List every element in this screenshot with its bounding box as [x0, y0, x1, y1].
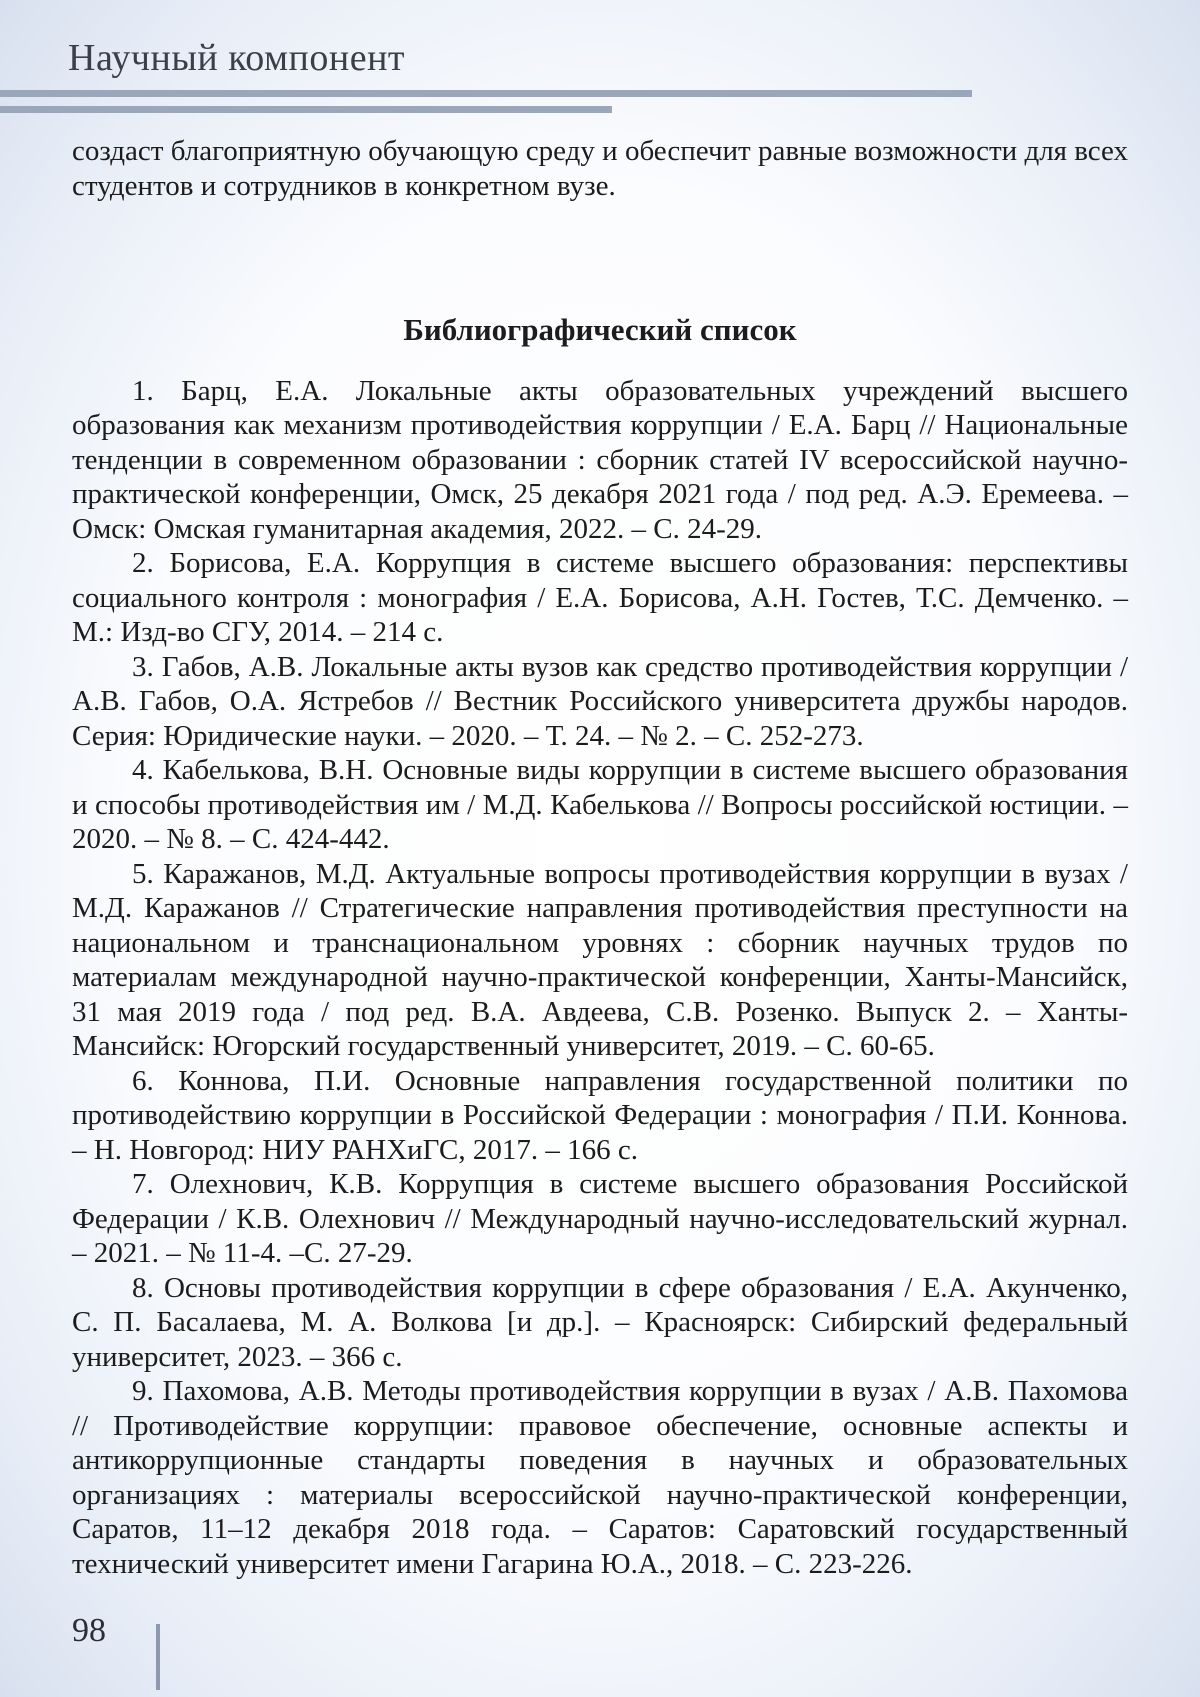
reference-text: Олехнович, К.В. Коррупция в системе высшего образования Российской Федерации / К.В. Олехнович // Международный научно-исследовательский журнал. – 2021. – № 11-4. –С. 27-29.	[72, 1168, 1129, 1269]
reference-list	[72, 374, 1128, 1582]
reference-item	[72, 546, 1128, 650]
reference-number: 6.	[132, 1064, 154, 1097]
reference-number: 3.	[132, 650, 154, 683]
reference-number: 4.	[132, 754, 154, 786]
reference-number: 9.	[132, 1375, 154, 1407]
reference-text: Барц, Е.А. Локальные акты образовательных учреждений высшего образования как механизм противодействия коррупции / Е.А. Барц // Национальные тенденции в современном образовании : сборник статей IV всероссийской научно-практической конференции, Омск, 25 декабря 2021 года / под ред. А.Э. Еремеева. – Омск: Омская гуманитарная академия, 2022. – С. 24-29.	[72, 374, 1128, 545]
reference-number: 1.	[132, 374, 154, 407]
bibliography-title: Библиографический список	[403, 312, 797, 347]
reference-number: 8.	[132, 1271, 154, 1304]
reference-text: Основы противодействия коррупции в сфере образования / Е.А. Акунченко, С. П. Басалаева, М. А. Волкова [и др.]. – Красноярск: Сибирский федеральный университет, 2023. – 366 с.	[72, 1271, 1128, 1373]
reference-number: 7.	[132, 1168, 154, 1200]
page-number: 98	[72, 1612, 106, 1649]
header-rule-long	[0, 90, 972, 97]
reference-text: Кабелькова, В.Н. Основные виды коррупции в системе высшего образования и способы противодействия им / М.Д. Кабелькова // Вопросы российской юстиции. – 2020. – № 8. – С. 424-442.	[72, 754, 1128, 855]
running-head: Научный компонент	[68, 37, 406, 79]
reference-text: Каражанов, М.Д. Актуальные вопросы противодействия коррупции в вузах / М.Д. Каражанов // Стратегические направления противодействия преступности на национальном и транснациональном уровнях : сборник научных трудов по материалам международной научно-практической конференции, Ханты-Мансийск, 31 мая 2019 года / под ред. В.А. Авдеева, С.В. Розенко. Выпуск 2. – Ханты-Мансийск: Югорский государственный университет, 2019. – С. 60-65.	[72, 857, 1128, 1062]
intro-paragraph: создаст благоприятную обучающую среду и обеспечит равные возможности для всех студентов и сотрудников в конкретном вузе.	[72, 135, 1128, 202]
reference-item	[72, 374, 1128, 547]
reference-item	[72, 857, 1128, 1064]
reference-number: 2.	[132, 547, 154, 579]
reference-item	[72, 753, 1128, 857]
page-content	[72, 134, 1128, 1581]
reference-text: Борисова, Е.А. Коррупция в системе высшего образования: перспективы социального контроля : монография / Е.А. Борисова, А.Н. Гостев, Т.С. Демченко. – М.: Изд-во СГУ, 2014. – 214 с.	[72, 547, 1128, 648]
reference-item	[72, 1167, 1128, 1271]
reference-text: Габов, А.В. Локальные акты вузов как средство противодействия коррупции / А.В. Габов, О.А. Ястребов // Вестник Российского университета дружбы народов. Серия: Юридические науки. – 2020. – Т. 24. – № 2. – С. 252-273.	[72, 650, 1129, 752]
reference-item	[72, 1271, 1128, 1375]
reference-item	[72, 650, 1128, 754]
header-rule-short	[0, 106, 612, 113]
reference-number: 5.	[132, 857, 154, 890]
footer-rule	[156, 1624, 160, 1690]
reference-text: Пахомова, А.В. Методы противодействия коррупции в вузах / А.В. Пахомова // Противодействие коррупции: правовое обеспечение, основные аспекты и антикоррупционные стандарты поведения в научных и образовательных организациях : материалы всероссийской научно-практической конференции, Саратов, 11–12 декабря 2018 года. – Саратов: Саратовский государственный технический университет имени Гагарина Ю.А., 2018. – С. 223-226.	[72, 1375, 1129, 1580]
reference-item	[72, 1064, 1128, 1168]
reference-text: Коннова, П.И. Основные направления государственной политики по противодействию коррупции в Российской Федерации : монография / П.И. Коннова. – Н. Новгород: НИУ РАНХиГС, 2017. – 166 с.	[72, 1064, 1128, 1166]
reference-item	[72, 1374, 1128, 1581]
